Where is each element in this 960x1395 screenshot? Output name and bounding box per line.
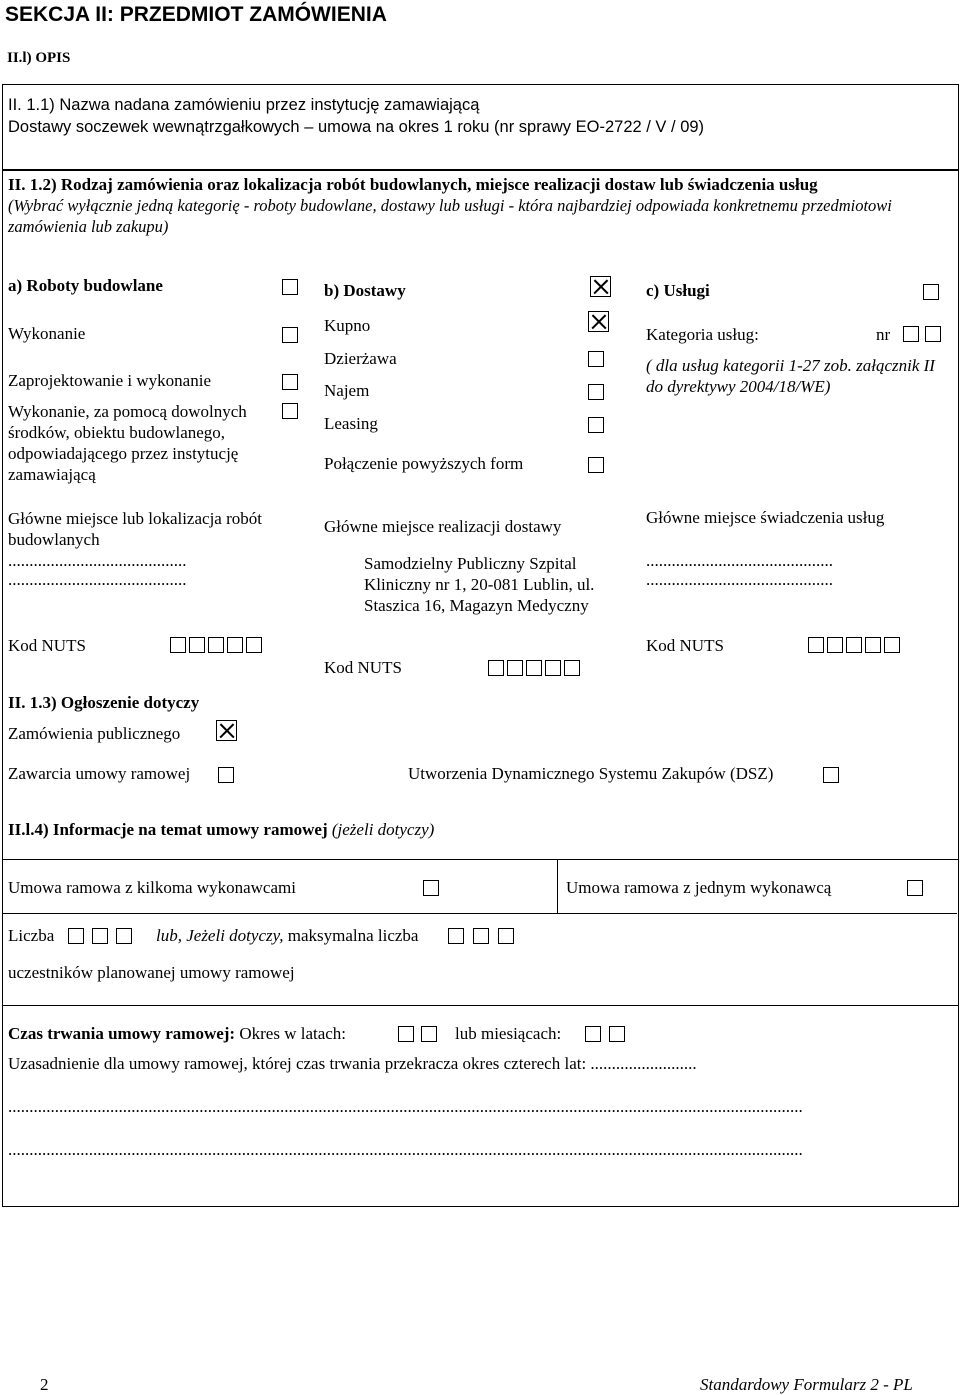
col-c-nuts-box-5[interactable] xyxy=(884,637,900,653)
col-b-option-4-checkbox[interactable] xyxy=(588,417,604,433)
col-b-nuts-box-1[interactable] xyxy=(488,660,504,676)
ii14-max-label: maksymalna liczba xyxy=(287,926,419,945)
col-a-nuts-box-2[interactable] xyxy=(189,637,205,653)
framework-row-divider xyxy=(2,913,957,914)
ii13-option-dsz: Utworzenia Dynamicznego Systemu Zakupów (DSZ) xyxy=(408,764,774,783)
ii14-duration-line xyxy=(8,1024,346,1044)
ii14-heading: II.l.4) Informacje na temat umowy ramowej xyxy=(8,820,328,839)
col-a-nuts-box-5[interactable] xyxy=(246,637,262,653)
col-b-option-4: Leasing xyxy=(324,414,378,433)
col-c-title: c) Usługi xyxy=(646,281,710,300)
ii14-count-label: Liczba xyxy=(8,926,55,945)
col-a-option-2-checkbox[interactable] xyxy=(282,374,298,390)
col-b-option-2-checkbox[interactable] xyxy=(588,351,604,367)
col-a-option-3-checkbox[interactable] xyxy=(282,403,298,419)
ii13-option-framework: Zawarcia umowy ramowej xyxy=(8,764,191,783)
ii13-public-checkbox-checked[interactable] xyxy=(216,720,237,741)
ii14-years-box-1[interactable] xyxy=(398,1026,414,1042)
ii14-years-box-2[interactable] xyxy=(421,1026,437,1042)
ii14-participants-label: uczestników planowanej umowy ramowej xyxy=(8,963,295,982)
col-b-option-5-checkbox[interactable] xyxy=(588,457,604,473)
col-b-nuts-box-2[interactable] xyxy=(507,660,523,676)
col-c-nr-label: nr xyxy=(876,325,891,344)
ii11-heading: II. 1.1) Nazwa nadana zamówieniu przez instytucję zamawiającą xyxy=(8,96,480,114)
col-c-nuts-box-4[interactable] xyxy=(865,637,881,653)
col-c-location-label: Główne miejsce świadczenia usług xyxy=(646,508,885,527)
col-c-nr-box-1[interactable] xyxy=(903,326,919,342)
col-c-location-dots-1: ............................................ xyxy=(646,551,833,570)
framework-divider xyxy=(557,859,558,913)
form-name: Standardowy Formularz 2 - PL xyxy=(700,1375,913,1394)
col-b-nuts-box-3[interactable] xyxy=(526,660,542,676)
ii14-count-box-2[interactable] xyxy=(92,928,108,944)
col-b-location-label: Główne miejsce realizacji dostawy xyxy=(324,517,562,536)
col-b-option-5: Połączenie powyższych form xyxy=(324,454,524,473)
ii14-multi-checkbox[interactable] xyxy=(423,880,439,896)
ii14-or-line xyxy=(156,926,418,946)
ii14-max-box-3[interactable] xyxy=(498,928,514,944)
ii11-value: Dostawy soczewek wewnątrzgałkowych – umowa na okres 1 roku (nr sprawy EO-2722 / V / 09) xyxy=(8,118,705,136)
col-a-location-label: Główne miejsce lub lokalizacja robót budowlanych xyxy=(8,509,262,549)
col-b-option-1-checkbox-checked[interactable] xyxy=(588,311,609,332)
ii14-months-box-1[interactable] xyxy=(585,1026,601,1042)
ii13-framework-checkbox[interactable] xyxy=(218,767,234,783)
page-number: 2 xyxy=(40,1375,49,1394)
ii14-justification-dots-1: ........................................................................................................................................................................................... xyxy=(8,1097,803,1116)
col-c-nuts-box-1[interactable] xyxy=(808,637,824,653)
col-c-nr-box-2[interactable] xyxy=(925,326,941,342)
col-c-checkbox[interactable] xyxy=(923,284,939,300)
ii14-heading-line xyxy=(8,820,434,840)
ii14-single-checkbox[interactable] xyxy=(907,880,923,896)
col-b-checkbox-checked[interactable] xyxy=(590,276,611,297)
ii14-multi: Umowa ramowa z kilkoma wykonawcami xyxy=(8,878,296,897)
col-b-option-3: Najem xyxy=(324,381,370,400)
col-a-nuts-box-4[interactable] xyxy=(227,637,243,653)
col-b-nuts-label: Kod NUTS xyxy=(324,658,402,677)
col-c-nuts-box-3[interactable] xyxy=(846,637,862,653)
col-b-option-1: Kupno xyxy=(324,316,371,335)
ii13-option-public: Zamówienia publicznego xyxy=(8,724,181,743)
ii14-duration-label: Czas trwania umowy ramowej: xyxy=(8,1024,236,1043)
ii13-heading: II. 1.3) Ogłoszenie dotyczy xyxy=(8,693,200,712)
col-a-nuts-label: Kod NUTS xyxy=(8,636,86,655)
col-a-option-2: Zaprojektowanie i wykonanie xyxy=(8,371,211,390)
ii14-max-box-2[interactable] xyxy=(473,928,489,944)
col-c-nuts-label: Kod NUTS xyxy=(646,636,724,655)
col-c-category-note: ( dla usług kategorii 1-27 zob. załącznik II do dyrektywy 2004/18/WE) xyxy=(646,356,935,396)
col-b-option-3-checkbox[interactable] xyxy=(588,384,604,400)
col-c-category-label: Kategoria usług: xyxy=(646,325,759,344)
col-a-nuts-box-1[interactable] xyxy=(170,637,186,653)
ii14-max-box-1[interactable] xyxy=(448,928,464,944)
ii14-months-box-2[interactable] xyxy=(609,1026,625,1042)
ii12-heading: II. 1.2) Rodzaj zamówienia oraz lokalizacja robót budowlanych, miejsce realizacji dostaw lub świadczenia usług xyxy=(8,175,818,194)
col-a-location-dots-2: .......................................... xyxy=(8,570,187,589)
ii14-years-label: Okres w latach: xyxy=(239,1024,347,1043)
ii12-note: (Wybrać wyłącznie jedną kategorię - roboty budowlane, dostawy lub usługi - która najbardziej odpowiada konkretnemu przedmiotowi zamówienia lub zakupu) xyxy=(8,196,892,236)
col-b-option-2: Dzierżawa xyxy=(324,349,397,368)
subsection-title: II.l) OPIS xyxy=(7,50,71,66)
col-b-nuts-box-4[interactable] xyxy=(545,660,561,676)
col-c-nuts-box-2[interactable] xyxy=(827,637,843,653)
col-a-location-dots-1: .......................................... xyxy=(8,551,187,570)
ii14-justification-dots-2: ........................................................................................................................................................................................... xyxy=(8,1140,803,1159)
col-a-nuts-box-3[interactable] xyxy=(208,637,224,653)
col-c-location-dots-2: ............................................ xyxy=(646,570,833,589)
section-title: SEKCJA II: PRZEDMIOT ZAMÓWIENIA xyxy=(5,3,387,26)
main-form-box xyxy=(2,169,959,1207)
ii14-single: Umowa ramowa z jednym wykonawcą xyxy=(566,878,832,897)
ii13-dsz-checkbox[interactable] xyxy=(823,767,839,783)
ii14-justification-label: Uzasadnienie dla umowy ramowej, której czas trwania przekracza okres czterech lat: ......................... xyxy=(8,1054,697,1073)
col-a-option-1-checkbox[interactable] xyxy=(282,327,298,343)
ii14-heading-note: (jeżeli dotyczy) xyxy=(331,820,435,839)
ii14-months-label: lub miesiącach: xyxy=(455,1024,562,1043)
col-a-checkbox[interactable] xyxy=(282,279,298,295)
col-b-title: b) Dostawy xyxy=(324,281,406,300)
col-b-nuts-box-5[interactable] xyxy=(564,660,580,676)
col-a-title: a) Roboty budowlane xyxy=(8,276,163,295)
ii14-count-box-1[interactable] xyxy=(68,928,84,944)
ii14-count-box-3[interactable] xyxy=(116,928,132,944)
col-a-option-1: Wykonanie xyxy=(8,324,86,343)
ii14-or-note: lub, Jeżeli dotyczy, xyxy=(156,926,284,945)
col-a-option-3: Wykonanie, za pomocą dowolnych środków, obiektu budowlanego, odpowiadającego przez instytucję zamawiającą xyxy=(8,402,247,484)
col-b-location-value: Samodzielny Publiczny Szpital Kliniczny nr 1, 20-081 Lublin, ul. Staszica 16, Magazyn Medyczny xyxy=(364,554,595,615)
